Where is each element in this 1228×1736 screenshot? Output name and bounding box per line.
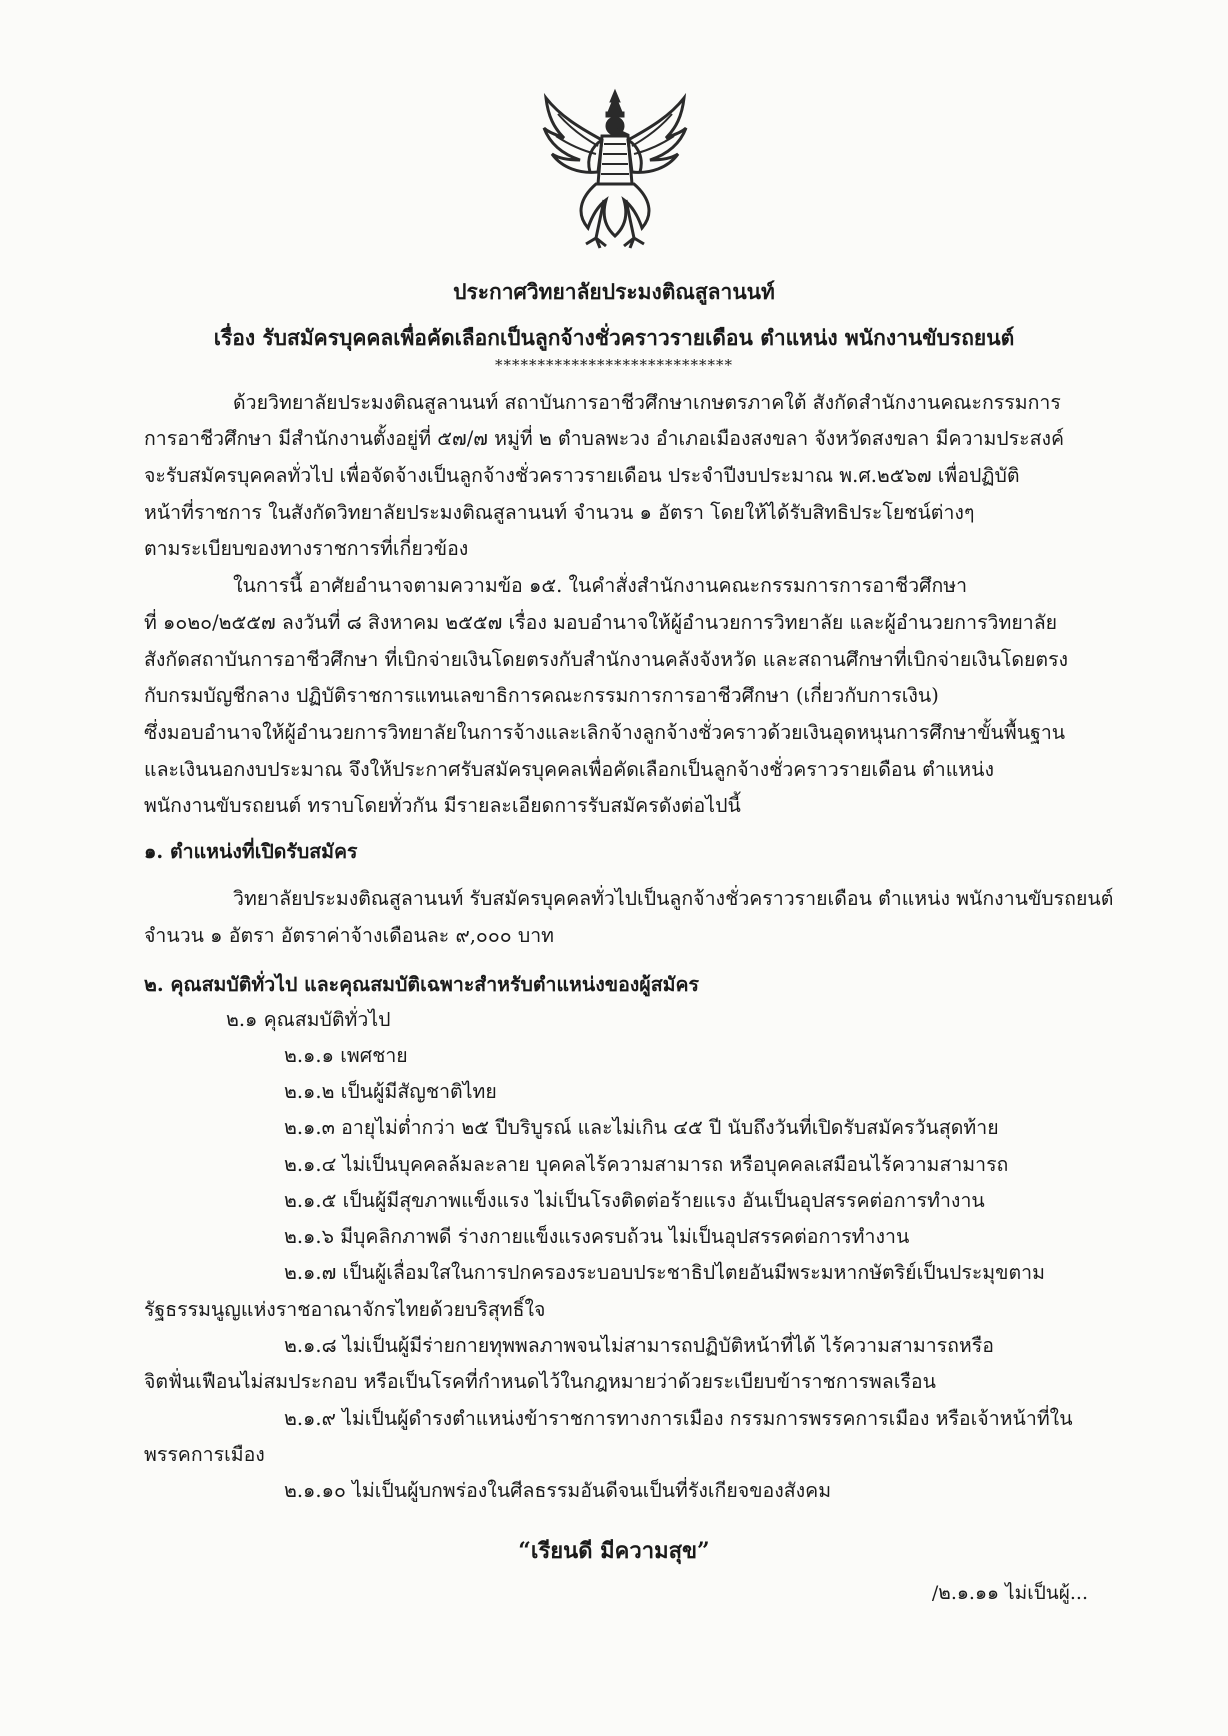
list-item: ๒.๑.๓ อายุไม่ต่ำกว่า ๒๕ ปีบริบูรณ์ และไม่เกิน ๔๕ ปี นับถึงวันที่เปิดรับสมัครวันสุดท้าย (284, 1116, 999, 1139)
section-heading: ๑. ตำแหน่งที่เปิดรับสมัคร (144, 840, 358, 863)
list-item: ๒.๑.๗ เป็นผู้เลื่อมใสในการปกครองระบอบประชาธิปไตยอันมีพระมหากษัตริย์เป็นประมุขตาม (284, 1261, 1045, 1284)
list-item-continuation: จิตฟั่นเฟือนไม่สมประกอบ หรือเป็นโรคที่กำหนดไว้ในกฎหมายว่าด้วยระเบียบข้าราชการพลเรือน (144, 1370, 936, 1393)
list-item-continuation: พรรคการเมือง (144, 1443, 265, 1466)
list-item: ๒.๑.๔ ไม่เป็นบุคคลล้มละลาย บุคคลไร้ความสามารถ หรือบุคคลเสมือนไร้ความสามารถ (284, 1153, 1009, 1176)
document-subject: เรื่อง รับสมัครบุคคลเพื่อคัดเลือกเป็นลูกจ้างชั่วคราวรายเดือน ตำแหน่ง พนักงานขับรถยนต์ (213, 325, 1015, 350)
list-item: ๒.๑.๑ เพศชาย (284, 1044, 408, 1067)
list-item: ๒.๑.๖ มีบุคลิกภาพดี ร่างกายแข็งแรงครบถ้วน ไม่เป็นอุปสรรคต่อการทำงาน (284, 1225, 910, 1248)
paragraph-line: การอาชีวศึกษา มีสำนักงานตั้งอยู่ที่ ๕๗/๗ หมู่ที่ ๒ ตำบลพะวง อำเภอเมืองสงขลา จังหวัดสงขลา มีความประสงค์ (144, 427, 1065, 450)
paragraph-line: ตามระเบียบของทางราชการที่เกี่ยวข้อง (144, 537, 469, 560)
list-item-continuation: รัฐธรรมนูญแห่งราชอาณาจักรไทยด้วยบริสุทธิ์ใจ (144, 1298, 546, 1321)
section-heading: ๒. คุณสมบัติทั่วไป และคุณสมบัติเฉพาะสำหรับตำแหน่งของผู้สมัคร (144, 973, 699, 996)
paragraph-line: กับกรมบัญชีกลาง ปฏิบัติราชการแทนเลขาธิการคณะกรรมการการอาชีวศึกษา (เกี่ยวกับการเงิน) (144, 684, 939, 707)
motto: “เรียนดี มีความสุข” (518, 1538, 710, 1564)
paragraph-line: สังกัดสถาบันการอาชีวศึกษา ที่เบิกจ่ายเงินโดยตรงกับสำนักงานคลังจังหวัด และสถานศึกษาที่เบิกจ่ายเงินโดยตรง (144, 648, 1069, 671)
paragraph-line: ในการนี้ อาศัยอำนาจตามความข้อ ๑๕. ในคำสั่งสำนักงานคณะกรรมการการอาชีวศึกษา (233, 574, 968, 597)
paragraph-line: จำนวน ๑ อัตรา อัตราค่าจ้างเดือนละ ๙,๐๐๐ บาท (144, 924, 555, 947)
list-item: ๒.๑.๕ เป็นผู้มีสุขภาพแข็งแรง ไม่เป็นโรงติดต่อร้ายแรง อันเป็นอุปสรรคต่อการทำงาน (284, 1189, 985, 1212)
paragraph-line: ซึ่งมอบอำนาจให้ผู้อำนวยการวิทยาลัยในการจ้างและเลิกจ้างลูกจ้างชั่วคราวด้วยเงินอุดหนุนการศึกษาขั้นพื้นฐาน (144, 721, 1066, 744)
continuation-note: /๒.๑.๑๑ ไม่เป็นผู้... (931, 1582, 1088, 1604)
document-title: ประกาศวิทยาลัยประมงติณสูลานนท์ (453, 279, 775, 304)
list-item: ๒.๑.๒ เป็นผู้มีสัญชาติไทย (284, 1080, 497, 1103)
list-item: ๒.๑.๑๐ ไม่เป็นผู้บกพร่องในศีลธรรมอันดีจนเป็นที่รังเกียจของสังคม (284, 1479, 832, 1502)
paragraph-line: ด้วยวิทยาลัยประมงติณสูลานนท์ สถาบันการอาชีวศึกษาเกษตรภาคใต้ สังกัดสำนักงานคณะกรรมการ (233, 391, 1061, 414)
paragraph-line: วิทยาลัยประมงติณสูลานนท์ รับสมัครบุคคลทั่วไปเป็นลูกจ้างชั่วคราวรายเดือน ตำแหน่ง พนักงานขับรถยนต์ (233, 887, 1114, 910)
list-item: ๒.๑.๙ ไม่เป็นผู้ดำรงตำแหน่งข้าราชการทางการเมือง กรรมการพรรคการเมือง หรือเจ้าหน้าที่ใน (284, 1407, 1073, 1430)
paragraph-line: ที่ ๑๐๒๐/๒๕๕๗ ลงวันที่ ๘ สิงหาคม ๒๕๕๗ เรื่อง มอบอำนาจให้ผู้อำนวยการวิทยาลัย และผู้อำนวยการวิทยาลัย (144, 611, 1058, 634)
paragraph-line: พนักงานขับรถยนต์ ทราบโดยทั่วกัน มีรายละเอียดการรับสมัครดังต่อไปนี้ (144, 794, 741, 817)
separator-line: **************************** (495, 356, 733, 374)
paragraph-line: หน้าที่ราชการ ในสังกัดวิทยาลัยประมงติณสูลานนท์ จำนวน ๑ อัตรา โดยให้ได้รับสิทธิประโยชน์ต่างๆ (144, 501, 975, 524)
subsection-heading: ๒.๑ คุณสมบัติทั่วไป (226, 1008, 391, 1031)
list-item: ๒.๑.๘ ไม่เป็นผู้มีร่ายกายทุพพลภาพจนไม่สามารถปฏิบัติหน้าที่ได้ ไร้ความสามารถหรือ (284, 1334, 994, 1357)
paragraph-line: และเงินนอกงบประมาณ จึงให้ประกาศรับสมัครบุคคลเพื่อคัดเลือกเป็นลูกจ้างชั่วคราวรายเดือน ตำแหน่ง (144, 758, 995, 781)
paragraph-line: จะรับสมัครบุคคลทั่วไป เพื่อจัดจ้างเป็นลูกจ้างชั่วคราวรายเดือน ประจำปีงบประมาณ พ.ศ.๒๕๖๗ เพื่อปฏิบัติ (144, 464, 1020, 487)
garuda-emblem-icon (540, 88, 690, 258)
